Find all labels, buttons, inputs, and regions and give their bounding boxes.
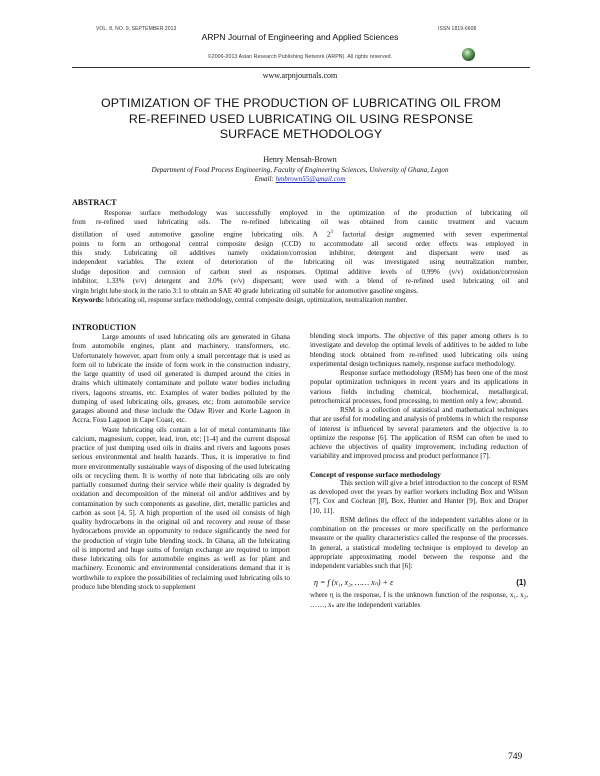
right-paragraph-2: Response surface methodology (RSM) has been one of the most popular optimization techniques in recent years and its applications in various fields including chemical, biochemical, metallurgical, petrochemical processes, food processing, to mention only a few; abound. (310, 369, 528, 405)
paper-title (70, 96, 532, 143)
abstract-body (72, 209, 528, 296)
right-paragraph-6: where η is the response, f is the unknown function of the response, x₁, x₂, ……, xₙ are the independent variables (310, 591, 528, 609)
right-paragraph-5: RSM defines the effect of the independent variables alone or in combination on the processes or more specifically on the performance measure or the quality characteristics called the response of the processes. In general, a statistical modeling technique is employed to develop an appropriate approximating model between the response and the independent variables such that [6]: (310, 515, 528, 570)
title-line-1: OPTIMIZATION OF THE PRODUCTION OF LUBRICATING OIL FROM (100, 96, 502, 110)
right-column (310, 332, 528, 610)
abstract-line-1: Response surface methodology was successfully employed in the optimization of the production of lubricating oil (104, 209, 528, 217)
abstract-line-5: this study. Lubricating oil additives namely oxidation/corrosion inhibitor, detergent and dispersant were used as (72, 248, 528, 257)
concept-subheading: Concept of response surface methodology (310, 469, 441, 479)
volume-info: VOL. 8, NO. 9, SEPTEMBER 2013 (96, 26, 177, 32)
keywords-text: lubricating oil, response surface methodology, central composite design, optimization, neutralization number. (105, 297, 408, 304)
equation-block (310, 575, 528, 591)
abstract-line-8: inhibitor, 1.33% (v/v) detergent and 3.0% (v/v) dispersant; were used with a blend of re-refined used lubricating oil and (72, 277, 528, 286)
left-column (72, 323, 290, 592)
abstract-line-9: virgin bright lube stock in the ratio 3:1 to obtain an SAE 40 grade lubricating oil suitable for automotive gasoline engines. (72, 286, 419, 295)
email-label: Email: (254, 175, 274, 183)
abstract-line-4: points to form an orthogonal central composite design (CCD) to accommodate all second order effects was employed in (72, 239, 528, 248)
keywords (72, 297, 528, 304)
equation: η = f (x₁, x₂, …… xₙ) + ε (314, 578, 394, 588)
arpn-globe-icon (462, 48, 475, 61)
abstract-line-7: sludge deposition and corrosion of carbon steel as responses. Optimal additive levels of 0.99% (v/v) oxidation/corrosion (72, 267, 528, 276)
author-email (60, 175, 540, 184)
header-rule (72, 67, 530, 68)
keywords-label: Keywords: (72, 297, 105, 304)
superscript: 3 (330, 229, 333, 235)
abstract-line-2: from re-refined used lubricating oils. The re-refined lubricating oil was obtained from caustic treatment and vacuum (72, 218, 528, 227)
title-line-2: RE-REFINED USED LUBRICATING OIL USING RESPONSE (128, 111, 474, 126)
intro-paragraph-1: Large amounts of used lubricating oils are generated in Ghana from automobile engines, plant and machinery, transformers, etc. Unfortunately however, apart from only a small percentage that is used as form oil to lubricate the inside of form work in the construction industry, the large quantity of used oil generated is dumped around the cities in drains which ultimately contaminate and pollute water bodies including rivers, lagoons streams, etc. Examples of water bodies polluted by the dumping of used lubricating oils, greases, etc; from automobile service garages abound and these include the Odaw River and Korle Lagoon in Accra, Fosu Lagoon in Cape Coast, etc. (72, 333, 290, 425)
abstract-line-3 (72, 228, 528, 240)
right-paragraph-1: blending stock imports. The objective of this paper among others is to investigate and develop the optimal levels of additives to be added to lube blending stock obtained from re-refined used lubricating oils using experimental design techniques namely, response surface methodology. (310, 332, 528, 368)
website[interactable]: www.arpnjournals.com (262, 71, 338, 80)
title-line-3: SURFACE METHODOLOGY (219, 127, 383, 141)
equation-number: (1) (516, 578, 526, 588)
email-link[interactable]: hmbrown55@gmail.com (275, 175, 346, 183)
copyright: ©2006-2013 Asian Research Publishing Network (ARPN). All rights reserved. (207, 54, 393, 60)
page-number: 749 (508, 752, 523, 762)
right-paragraph-4: This section will give a brief introduction to the concept of RSM as developed over the years by earlier workers including Box and Wilson [7], Cox and Cochran [8], Box, Hunter and Hunter [9], Box and Draper [10, 11]. (310, 478, 528, 515)
author-affiliation: Department of Food Process Engineering, Faculty of Engineering Sciences, University of Ghana, Legon (151, 166, 449, 174)
abstract-heading: ABSTRACT (72, 198, 117, 207)
abstract-line-6: independent variables. The extent of deterioration of the lubricating oil was investigated using neutralization number, (72, 258, 528, 267)
intro-paragraph-2: Waste lubricating oils contain a lot of metal contaminants like calcium, magnesium, copper, lead, iron, etc; [1-4] and the current disposal practice of just dumping used oils in drains and rivers and lagoons poses serious environmental and health hazards. Thus, it is imperative to find more environmentally sustainable ways of disposing of the used lubricating oils or recycling them. It is worthy of note that lubricating oils are only partially consumed during their service while their quality is degraded by oxidation and decomposition of the mineral oil and/or additives and by contamination by such components as gasoline, dirt, metallic particles and carbon as soot [4, 5]. A high proportion of the used oil consists of high quality hydrocarbons in the original oil and recovery and reuse of these hydrocarbons provide an opportunity to reduce significantly the need for the production of virgin lube blending stock. In Ghana, all the lubricating oil is imported and huge sums of foreign exchange are required to import these lubricating oils for automobile engines as well as for plant and machinery. Economic and environmental considerations demand that it is worthwhile to explore the possibilities of reclaiming used lubricating oils to produce lube blending stock to supplement (72, 425, 290, 591)
journal-name: ARPN Journal of Engineering and Applied Sciences (201, 32, 399, 42)
abstract-line-3b: factorial design augmented with seven experimental (332, 230, 528, 239)
introduction-heading: INTRODUCTION (72, 323, 137, 332)
right-paragraph-3: RSM is a collection of statistical and mathematical techniques that are useful for modeling and analysis of problems in which the response of interest is influenced by several parameters and the objective is to optimize the response [6]. The application of RSM can often be used to achieve the objectives of quality improvement, including reduction of variability and improved process and product performance [7]. (310, 406, 528, 461)
issn: ISSN 1819-6608 (438, 26, 477, 32)
abstract-line-3a: distillation of used automotive gasoline engine lubricating oils. A 2 (72, 230, 331, 239)
author-name: Henry Mensah-Brown (263, 155, 337, 164)
